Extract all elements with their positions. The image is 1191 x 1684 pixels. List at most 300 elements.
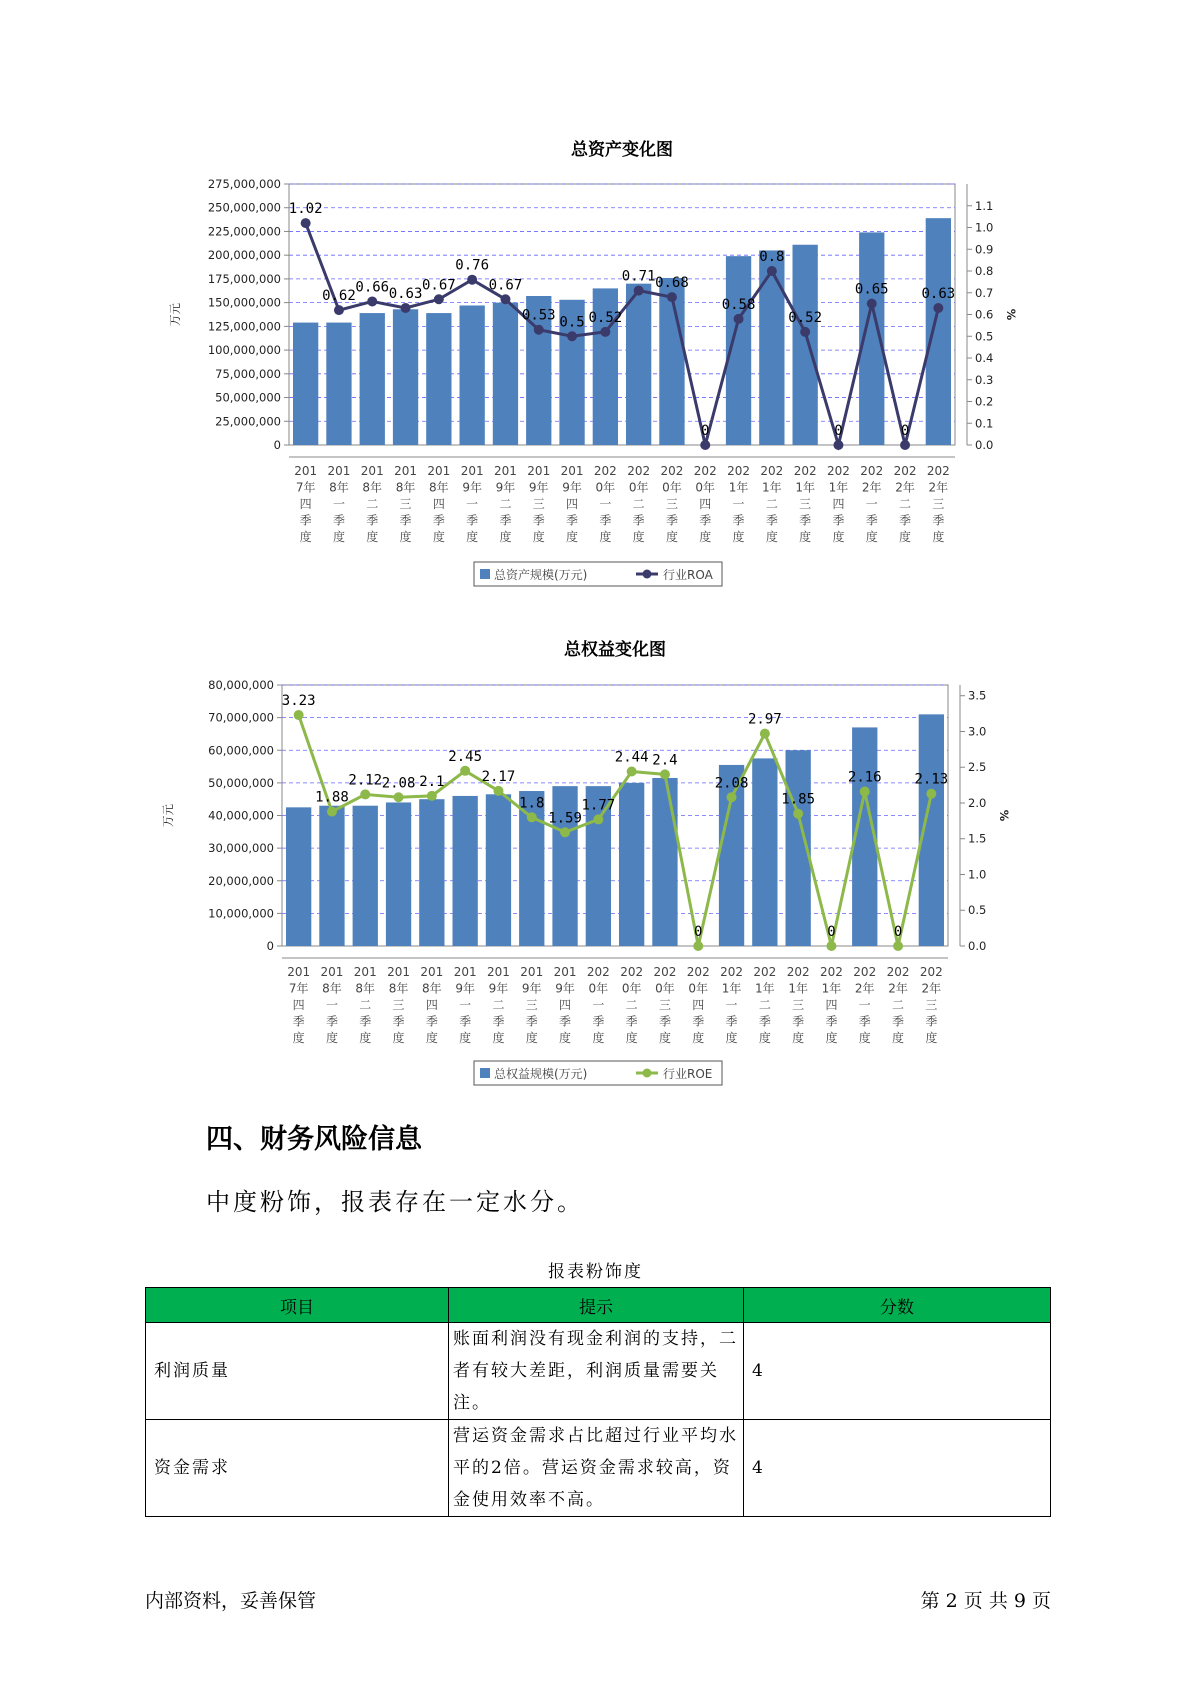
x-tick-label: 202 [793, 464, 817, 478]
x-tick-label: 三 [665, 497, 678, 511]
header-item: 项目 [146, 1288, 449, 1323]
x-tick-label: 202 [660, 464, 684, 478]
x-tick-label: 202 [819, 965, 843, 979]
x-tick-label: 9年 [462, 480, 482, 495]
line-point [560, 827, 570, 837]
x-tick-label: 二 [625, 998, 638, 1012]
x-tick-label: 一 [325, 998, 338, 1012]
row-hint: 营运资金需求占比超过行业平均水平的2倍。营运资金需求较高，资金使用效率不高。 [449, 1420, 744, 1517]
line-point [727, 792, 737, 802]
chart-title: 总权益变化图 [564, 640, 666, 660]
x-tick-label: 8年 [388, 981, 409, 996]
x-tick-label: 季 [566, 513, 579, 528]
y2-tick-label: 0.9 [975, 242, 994, 257]
x-tick-label: 1年 [762, 480, 782, 495]
x-tick-label: 度 [765, 530, 778, 544]
y2-tick-label: 0.4 [975, 351, 994, 365]
line-point [360, 789, 370, 799]
line-point [500, 294, 510, 304]
line-point [493, 786, 503, 796]
y2-tick-label: 1.0 [975, 220, 994, 235]
x-tick-label: 0年 [628, 480, 649, 495]
x-tick-label: 1年 [728, 480, 749, 495]
y2-tick-label: 0.8 [975, 264, 994, 278]
data-label: 0.5 [559, 314, 585, 331]
x-tick-label: 202 [853, 965, 877, 979]
y-tick-label: 175,000,000 [207, 271, 281, 286]
footer-confidential: 内部资料，妥善保管 [145, 1590, 317, 1612]
data-label: 0.63 [388, 285, 423, 302]
x-tick-label: 度 [399, 530, 412, 544]
x-tick-label: 201 [320, 965, 344, 979]
x-tick-label: 201 [353, 965, 377, 979]
data-label: 0.52 [588, 309, 623, 326]
x-tick-label: 三 [525, 998, 538, 1012]
y-tick-label: 225,000,000 [207, 224, 281, 239]
x-tick-label: 度 [858, 1031, 871, 1045]
footer-page-number: 第 2 页 共 9 页 [920, 1590, 1051, 1612]
x-tick-label: 季 [792, 1014, 805, 1029]
x-tick-label: 季 [325, 1014, 338, 1029]
table-header-row [146, 1288, 1051, 1323]
line-point [767, 266, 777, 276]
x-tick-label: 二 [765, 497, 778, 511]
data-label: 0.65 [854, 281, 889, 298]
x-tick-label: 季 [665, 513, 678, 528]
risk-summary: 中度粉饰，报表存在一定水分。 [206, 1188, 584, 1216]
table-row [146, 1420, 1051, 1517]
x-tick-label: 二 [492, 998, 505, 1012]
x-tick-label: 201 [553, 965, 577, 979]
x-tick-label: 202 [586, 965, 610, 979]
x-tick-label: 一 [865, 497, 878, 511]
row-score: 4 [744, 1323, 1051, 1420]
x-tick-label: 1年 [828, 480, 849, 495]
bar [459, 305, 484, 445]
x-tick-label: 7年 [288, 981, 309, 996]
x-tick-label: 度 [559, 1031, 572, 1045]
x-tick-label: 度 [466, 530, 479, 544]
data-label: 1.77 [581, 797, 616, 814]
x-tick-label: 季 [692, 1014, 705, 1029]
x-tick-label: 季 [466, 513, 479, 528]
x-tick-label: 202 [627, 464, 651, 478]
x-tick-label: 201 [493, 464, 517, 478]
x-tick-label: 9年 [455, 981, 475, 996]
y-tick-label: 70,000,000 [208, 710, 274, 725]
legend-line-label: 行业ROE [663, 1067, 713, 1081]
y-tick-label: 20,000,000 [208, 873, 274, 888]
x-tick-label: 2年 [895, 480, 915, 495]
data-label: 2.1 [419, 773, 445, 790]
x-tick-label: 0年 [688, 981, 709, 996]
x-tick-label: 一 [599, 497, 612, 511]
x-tick-label: 202 [786, 965, 810, 979]
total-assets-chart-svg [0, 130, 1191, 600]
x-tick-label: 季 [499, 513, 512, 528]
x-tick-label: 度 [799, 530, 812, 544]
y-axis-label: 万元 [168, 303, 182, 326]
x-tick-label: 季 [392, 1014, 405, 1029]
x-tick-label: 1年 [788, 981, 808, 996]
x-tick-label: 9年 [488, 981, 509, 996]
x-tick-label: 202 [826, 464, 850, 478]
x-tick-label: 季 [459, 1014, 472, 1029]
x-tick-label: 0年 [595, 480, 616, 495]
line-point [893, 941, 903, 951]
line-point [367, 296, 377, 306]
y2-tick-label: 0.5 [975, 329, 994, 344]
bar [619, 783, 644, 946]
x-tick-label: 度 [532, 530, 545, 544]
data-label: 2.16 [847, 769, 882, 786]
x-tick-label: 1年 [755, 981, 775, 996]
x-tick-label: 四 [699, 497, 712, 511]
line-point [327, 807, 337, 817]
x-tick-label: 9年 [562, 480, 582, 495]
x-tick-label: 2年 [888, 981, 908, 996]
data-label: 1.02 [288, 201, 323, 218]
x-tick-label: 8年 [362, 480, 383, 495]
line-point [793, 809, 803, 819]
data-label: 0.53 [521, 307, 556, 324]
x-tick-label: 一 [732, 497, 745, 511]
x-tick-label: 202 [919, 965, 943, 979]
table-row [146, 1323, 1051, 1420]
table-caption: 报表粉饰度 [548, 1262, 643, 1282]
line-point [301, 218, 311, 228]
y-tick-label: 50,000,000 [215, 390, 281, 405]
y2-tick-label: 3.0 [968, 724, 987, 739]
line-point [634, 286, 644, 296]
x-tick-label: 季 [865, 513, 878, 528]
total-equity-chart-svg [0, 630, 1191, 1090]
line-point [734, 314, 744, 324]
x-tick-label: 季 [299, 513, 312, 528]
header-hint: 提示 [449, 1288, 744, 1323]
x-tick-label: 季 [765, 513, 778, 528]
data-label: 2.17 [481, 768, 516, 785]
x-tick-label: 季 [658, 1014, 671, 1029]
x-tick-label: 度 [592, 1031, 605, 1045]
x-tick-label: 7年 [295, 480, 316, 495]
x-tick-label: 2年 [861, 480, 882, 495]
data-label: 2.97 [747, 711, 782, 728]
x-tick-label: 季 [858, 1014, 871, 1029]
line-point [867, 299, 877, 309]
x-tick-label: 度 [865, 530, 878, 544]
x-tick-label: 202 [686, 965, 710, 979]
x-tick-label: 四 [299, 497, 312, 511]
x-tick-label: 度 [332, 530, 345, 544]
bar [452, 796, 477, 946]
whitewash-table [145, 1287, 1051, 1517]
bar [652, 778, 677, 946]
x-tick-label: 度 [459, 1031, 472, 1045]
y-tick-label: 40,000,000 [208, 808, 274, 823]
x-tick-label: 一 [459, 998, 472, 1012]
x-tick-label: 8年 [355, 981, 376, 996]
bar [719, 765, 744, 946]
x-tick-label: 202 [693, 464, 717, 478]
x-tick-label: 二 [758, 998, 771, 1012]
x-tick-label: 四 [832, 497, 845, 511]
x-tick-label: 度 [392, 1031, 405, 1045]
x-tick-label: 0年 [588, 981, 609, 996]
x-tick-label: 度 [899, 530, 912, 544]
line-point [860, 787, 870, 797]
data-label: 0.62 [322, 288, 356, 305]
x-tick-label: 度 [432, 530, 445, 544]
x-tick-label: 二 [499, 497, 512, 511]
x-tick-label: 8年 [422, 981, 442, 996]
x-tick-label: 季 [532, 513, 545, 528]
x-tick-label: 度 [732, 530, 745, 544]
line-point [833, 440, 843, 450]
x-tick-label: 季 [432, 513, 445, 528]
x-tick-label: 季 [366, 513, 379, 528]
x-tick-label: 8年 [329, 480, 349, 495]
chart-title: 总资产变化图 [571, 140, 673, 160]
data-label: 1.59 [548, 810, 582, 827]
total-equity-chart [0, 630, 1191, 1090]
x-tick-label: 度 [792, 1031, 805, 1045]
x-tick-label: 季 [632, 513, 645, 528]
x-tick-label: 2年 [921, 981, 942, 996]
y-tick-label: 200,000,000 [207, 248, 281, 263]
y-tick-label: 100,000,000 [207, 343, 281, 358]
line-point [926, 789, 936, 799]
x-tick-label: 度 [892, 1031, 905, 1045]
x-tick-label: 度 [699, 530, 712, 544]
line-point [460, 766, 470, 776]
bar [486, 794, 511, 946]
x-tick-label: 度 [325, 1031, 338, 1045]
x-tick-label: 季 [725, 1014, 738, 1029]
x-tick-label: 季 [892, 1014, 905, 1029]
section-heading: 四、财务风险信息 [206, 1124, 422, 1155]
x-tick-label: 0年 [621, 981, 642, 996]
data-label: 1.85 [781, 791, 816, 808]
x-tick-label: 季 [932, 513, 945, 528]
x-tick-label: 度 [359, 1031, 372, 1045]
data-label: 0 [893, 924, 903, 940]
x-tick-label: 季 [592, 1014, 605, 1029]
x-tick-label: 202 [893, 464, 917, 478]
bar [353, 806, 378, 946]
x-tick-label: 季 [332, 513, 345, 528]
x-tick-label: 201 [294, 464, 318, 478]
x-tick-label: 四 [432, 497, 445, 511]
x-tick-label: 季 [559, 1014, 572, 1029]
x-tick-label: 季 [599, 513, 612, 528]
legend-line-marker [643, 570, 652, 579]
x-tick-label: 度 [825, 1031, 838, 1045]
x-tick-label: 9年 [528, 480, 549, 495]
data-label: 2.12 [348, 772, 383, 789]
x-tick-label: 一 [592, 998, 605, 1012]
x-tick-label: 度 [625, 1031, 638, 1045]
x-tick-label: 季 [492, 1014, 505, 1029]
y2-tick-label: 2.5 [968, 760, 987, 775]
data-label: 2.08 [381, 775, 416, 792]
x-tick-label: 度 [599, 530, 612, 544]
x-tick-label: 季 [699, 513, 712, 528]
x-tick-label: 201 [327, 464, 351, 478]
x-tick-label: 季 [292, 1014, 305, 1029]
x-tick-label: 季 [799, 513, 812, 528]
y2-tick-label: 0.5 [968, 903, 987, 918]
x-tick-label: 度 [292, 1031, 305, 1045]
data-label: 0.8 [759, 249, 785, 265]
x-tick-label: 三 [399, 497, 412, 511]
bar [386, 802, 411, 946]
x-tick-label: 202 [760, 464, 784, 478]
line-point [760, 729, 770, 739]
x-tick-label: 季 [758, 1014, 771, 1029]
y2-tick-label: 0.0 [975, 438, 994, 452]
row-item: 利润质量 [146, 1323, 449, 1420]
header-score: 分数 [744, 1288, 1051, 1323]
legend-bar-swatch [480, 1068, 490, 1078]
y-tick-label: 0 [266, 939, 274, 953]
x-tick-label: 2年 [928, 480, 949, 495]
x-tick-label: 度 [658, 1031, 671, 1045]
x-tick-label: 201 [486, 965, 510, 979]
line-point [600, 327, 610, 337]
data-label: 0.71 [621, 268, 656, 285]
y2-tick-label: 1.0 [968, 867, 987, 882]
x-tick-label: 度 [492, 1031, 505, 1045]
bar [752, 758, 777, 946]
data-label: 0.52 [788, 309, 823, 326]
x-tick-label: 201 [560, 464, 584, 478]
y-tick-label: 60,000,000 [208, 743, 274, 758]
line-point [933, 303, 943, 313]
data-label: 0.58 [721, 296, 756, 313]
x-tick-label: 季 [425, 1014, 438, 1029]
x-tick-label: 1年 [721, 981, 742, 996]
x-tick-label: 一 [332, 497, 345, 511]
x-tick-label: 三 [392, 998, 405, 1012]
line-point [667, 292, 677, 302]
y-tick-label: 50,000,000 [208, 775, 274, 790]
x-tick-label: 三 [799, 497, 812, 511]
y-tick-label: 250,000,000 [207, 200, 281, 215]
x-tick-label: 季 [625, 1014, 638, 1029]
y2-tick-label: 3.5 [968, 688, 987, 703]
y2-tick-label: 0.6 [975, 307, 994, 322]
bar [293, 323, 318, 445]
x-tick-label: 四 [566, 497, 579, 511]
y2-tick-label: 0.1 [975, 416, 994, 431]
x-tick-label: 202 [593, 464, 617, 478]
data-label: 2.45 [448, 748, 483, 765]
x-tick-label: 9年 [521, 981, 542, 996]
bar [319, 806, 344, 946]
x-tick-label: 202 [926, 464, 950, 478]
y2-axis-label: % [997, 809, 1011, 822]
line-point [427, 791, 437, 801]
bar [626, 284, 651, 445]
x-tick-label: 度 [932, 530, 945, 544]
x-tick-label: 度 [832, 530, 845, 544]
x-tick-label: 三 [532, 497, 545, 511]
data-label: 2.13 [914, 771, 949, 788]
x-tick-label: 四 [692, 998, 705, 1012]
x-tick-label: 二 [366, 497, 379, 511]
data-label: 0.67 [421, 277, 456, 294]
y-tick-label: 0 [273, 438, 281, 452]
data-label: 0 [701, 423, 710, 439]
row-score: 4 [744, 1420, 1051, 1517]
line-point [534, 325, 544, 335]
total-assets-chart [0, 130, 1191, 600]
bar [326, 323, 351, 445]
x-tick-label: 二 [359, 998, 372, 1012]
x-tick-label: 三 [925, 998, 938, 1012]
x-tick-label: 202 [753, 965, 777, 979]
line-point [593, 814, 603, 824]
x-tick-label: 1年 [821, 981, 842, 996]
y2-tick-label: 0.7 [975, 285, 994, 300]
line-point [294, 710, 304, 720]
legend-line-marker [643, 1069, 652, 1078]
x-tick-label: 9年 [555, 981, 575, 996]
y-tick-label: 30,000,000 [208, 841, 274, 856]
y2-tick-label: 1.5 [968, 831, 987, 846]
line-point [800, 327, 810, 337]
x-tick-label: 202 [653, 965, 677, 979]
x-tick-label: 一 [725, 998, 738, 1012]
x-tick-label: 三 [792, 998, 805, 1012]
x-tick-label: 三 [658, 998, 671, 1012]
x-tick-label: 二 [899, 497, 912, 511]
x-tick-label: 8年 [395, 480, 416, 495]
x-tick-label: 201 [420, 965, 444, 979]
x-tick-label: 201 [453, 965, 477, 979]
x-tick-label: 二 [892, 998, 905, 1012]
x-tick-label: 二 [632, 497, 645, 511]
x-tick-label: 201 [387, 965, 411, 979]
x-tick-label: 度 [525, 1031, 538, 1045]
line-point [394, 792, 404, 802]
legend-bar-swatch [480, 569, 490, 579]
data-label: 0.67 [488, 277, 523, 294]
x-tick-label: 一 [466, 497, 479, 511]
data-label: 0 [834, 423, 843, 439]
x-tick-label: 度 [925, 1031, 938, 1045]
legend-bar-label: 总权益规模(万元) [494, 1067, 588, 1081]
bar [286, 807, 311, 946]
data-label: 3.23 [281, 693, 316, 710]
y-tick-label: 10,000,000 [208, 906, 274, 921]
x-tick-label: 季 [359, 1014, 372, 1029]
y2-tick-label: 0.2 [975, 394, 994, 409]
x-tick-label: 1年 [795, 480, 815, 495]
bar [759, 250, 784, 445]
line-point [627, 767, 637, 777]
x-tick-label: 201 [360, 464, 384, 478]
data-label: 0.63 [921, 285, 956, 302]
line-point [567, 331, 577, 341]
bar [493, 303, 518, 445]
bar [426, 313, 451, 445]
x-tick-label: 季 [832, 513, 845, 528]
bar [419, 799, 444, 946]
y2-tick-label: 1.1 [975, 198, 994, 213]
y-tick-label: 25,000,000 [215, 414, 281, 429]
